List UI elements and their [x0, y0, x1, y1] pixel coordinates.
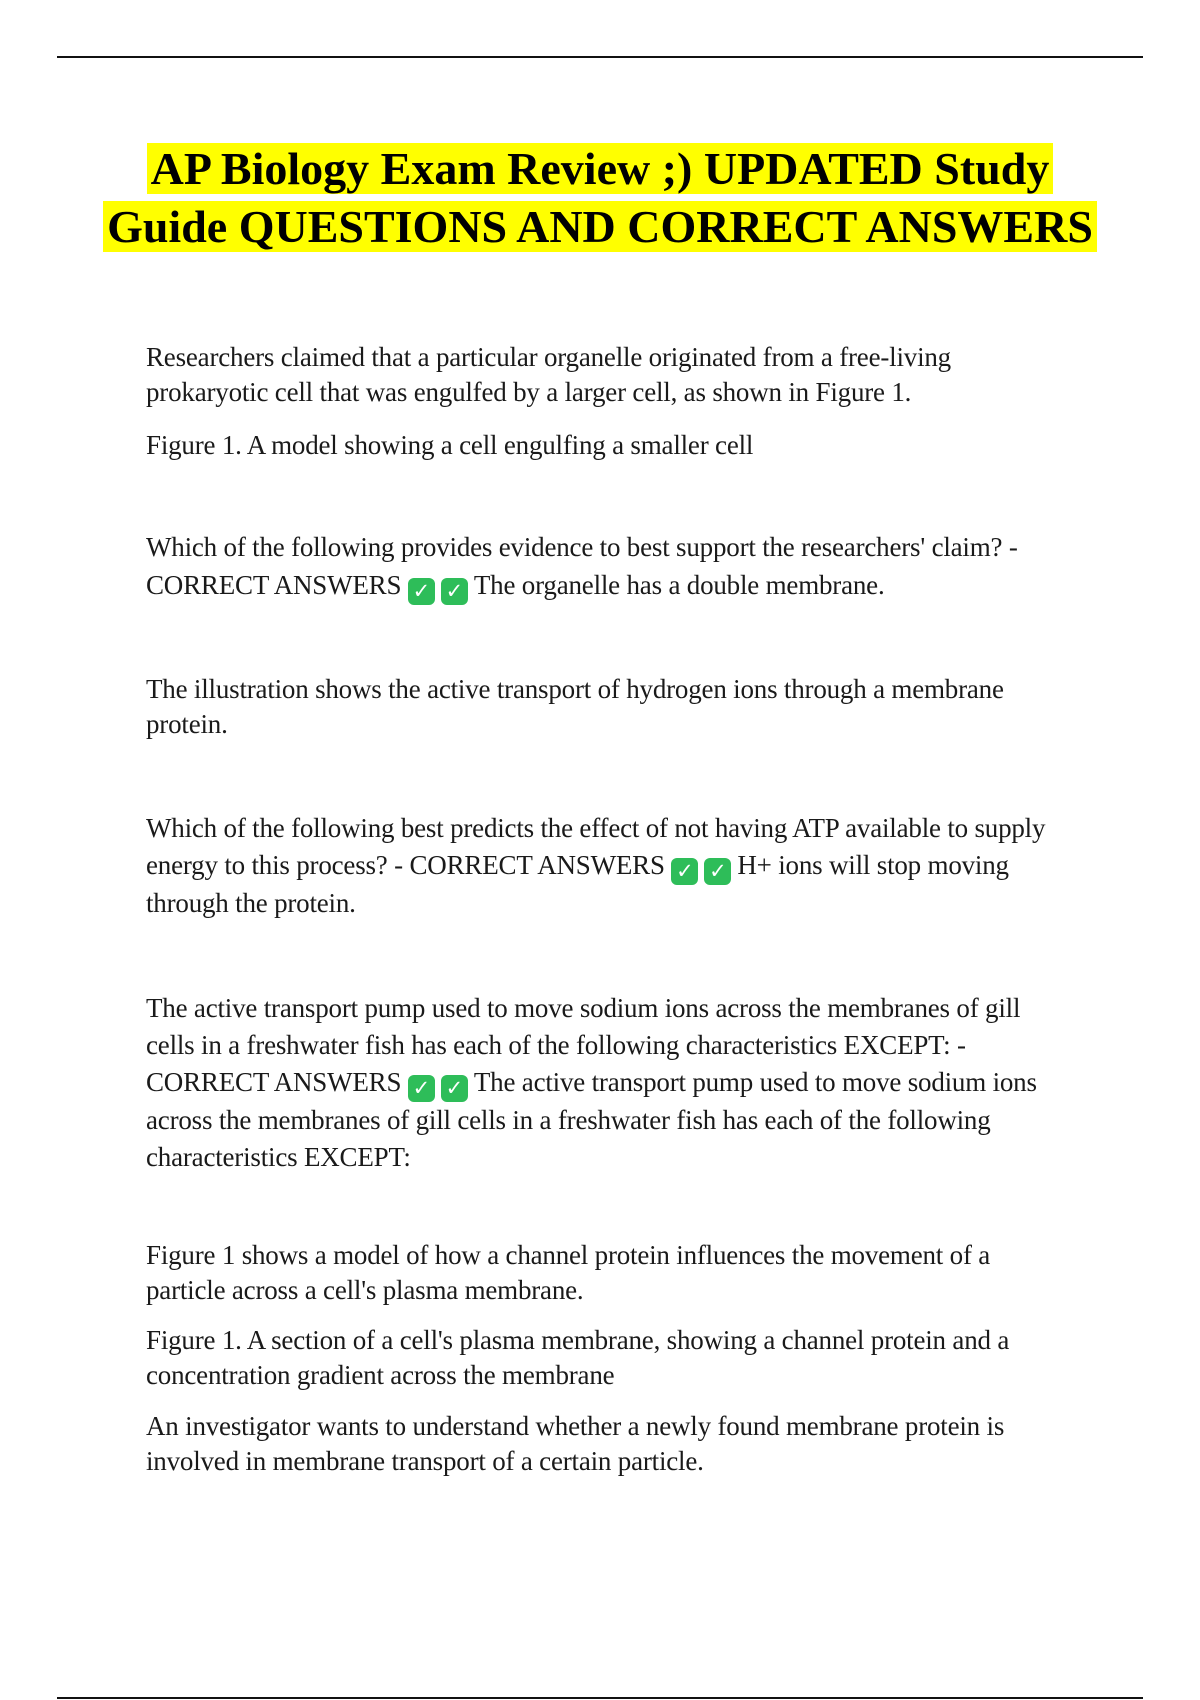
question-text: Which of the following provides evidence to best support the researchers' claim?	[146, 532, 1003, 562]
question-sodium-pump	[146, 990, 1066, 1176]
answer-text: H+ ions will stop moving through the protein.	[146, 850, 1009, 918]
paragraph-channel-protein-model: Figure 1 shows a model of how a channel protein influences the movement of a particle across a cell's plasma membrane.	[146, 1240, 991, 1305]
figure-caption-plasma-membrane: Figure 1. A section of a cell's plasma membrane, showing a channel protein and a concentration gradient across the membrane	[146, 1325, 1010, 1390]
answer-label: - CORRECT ANSWERS	[146, 1030, 966, 1097]
check-icon: ✓	[671, 858, 698, 885]
paragraph-organelle-claim: Researchers claimed that a particular organelle originated from a free-living prokaryotic cell that was engulfed by a larger cell, as shown in Figure 1.	[146, 342, 951, 407]
answer-text: The active transport pump used to move sodium ions across the membranes of gill cells in a freshwater fish has each of the following characteristics EXCEPT:	[146, 1067, 1037, 1172]
answer-label: - CORRECT ANSWERS	[146, 532, 1018, 600]
paragraph-investigator: An investigator wants to understand whether a newly found membrane protein is involved in membrane transport of a certain particle.	[146, 1411, 1005, 1476]
check-icon: ✓	[704, 858, 731, 885]
check-icon: ✓	[408, 1075, 435, 1102]
check-icon: ✓	[408, 578, 435, 605]
check-icon: ✓	[441, 578, 468, 605]
answer-text: The organelle has a double membrane.	[473, 570, 885, 600]
top-rule	[57, 56, 1143, 58]
bottom-rule	[57, 1697, 1143, 1699]
question-organelle-evidence	[146, 528, 1066, 605]
document-title-text: AP Biology Exam Review ;) UPDATED Study Guide QUESTIONS AND CORRECT ANSWERS	[103, 143, 1097, 252]
question-atp-effect	[146, 810, 1066, 922]
answer-label: - CORRECT ANSWERS	[394, 850, 665, 880]
paragraph-active-transport-illustration: The illustration shows the active transport of hydrogen ions through a membrane protein.	[146, 674, 1004, 739]
document-title	[100, 140, 1100, 256]
figure-caption-engulfing: Figure 1. A model showing a cell engulfing a smaller cell	[146, 430, 754, 460]
question-text: The active transport pump used to move sodium ions across the membranes of gill cells in a freshwater fish has each of the following characteristics EXCEPT:	[146, 993, 1021, 1060]
question-text: Which of the following best predicts the effect of not having ATP available to supply energy to this process?	[146, 813, 1046, 880]
check-icon: ✓	[441, 1075, 468, 1102]
